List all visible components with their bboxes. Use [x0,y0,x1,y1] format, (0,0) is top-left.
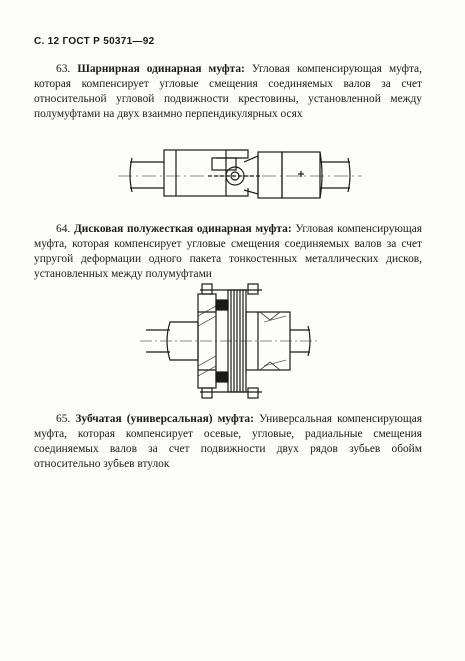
disc-coupling-figure [140,282,320,400]
entry-number: 63. [56,63,71,75]
entry-63 [34,62,422,122]
entry-definition: Угловая компенсирующая муфта, которая компенсирует угловые смещения соединяемых валов за счет упругой деформации одного пакета тонкостенных металлических дисков, установленных между полумуфтами [34,223,422,280]
entry-number: 64. [56,223,71,235]
entry-65 [34,412,422,472]
entry-definition: Угловая компенсирующая муфта, которая компенсирует угловые смещения соединяемых валов за счет относительной угловой подвижности крестовины, установленной между полумуфтами на двух взаимно перпендикулярных осях [34,63,422,120]
entry-term: Шарнирная одинарная муфта: [77,63,245,75]
universal-joint-figure [118,138,448,206]
entry-term: Зубчатая (универсальная) муфта: [75,413,254,425]
entry-term: Дисковая полужесткая одинарная муфта: [73,223,292,235]
entry-number: 65. [56,413,71,425]
entry-64 [34,222,422,282]
page-header: С. 12 ГОСТ Р 50371—92 [34,36,155,47]
entry-definition: Универсальная компенсирующая муфта, которая компенсирует осевые, угловые, радиальные смещения соединяемых валов за счет подвижности двух рядов зубьев обойм относительно зубьев втулок [34,413,422,470]
